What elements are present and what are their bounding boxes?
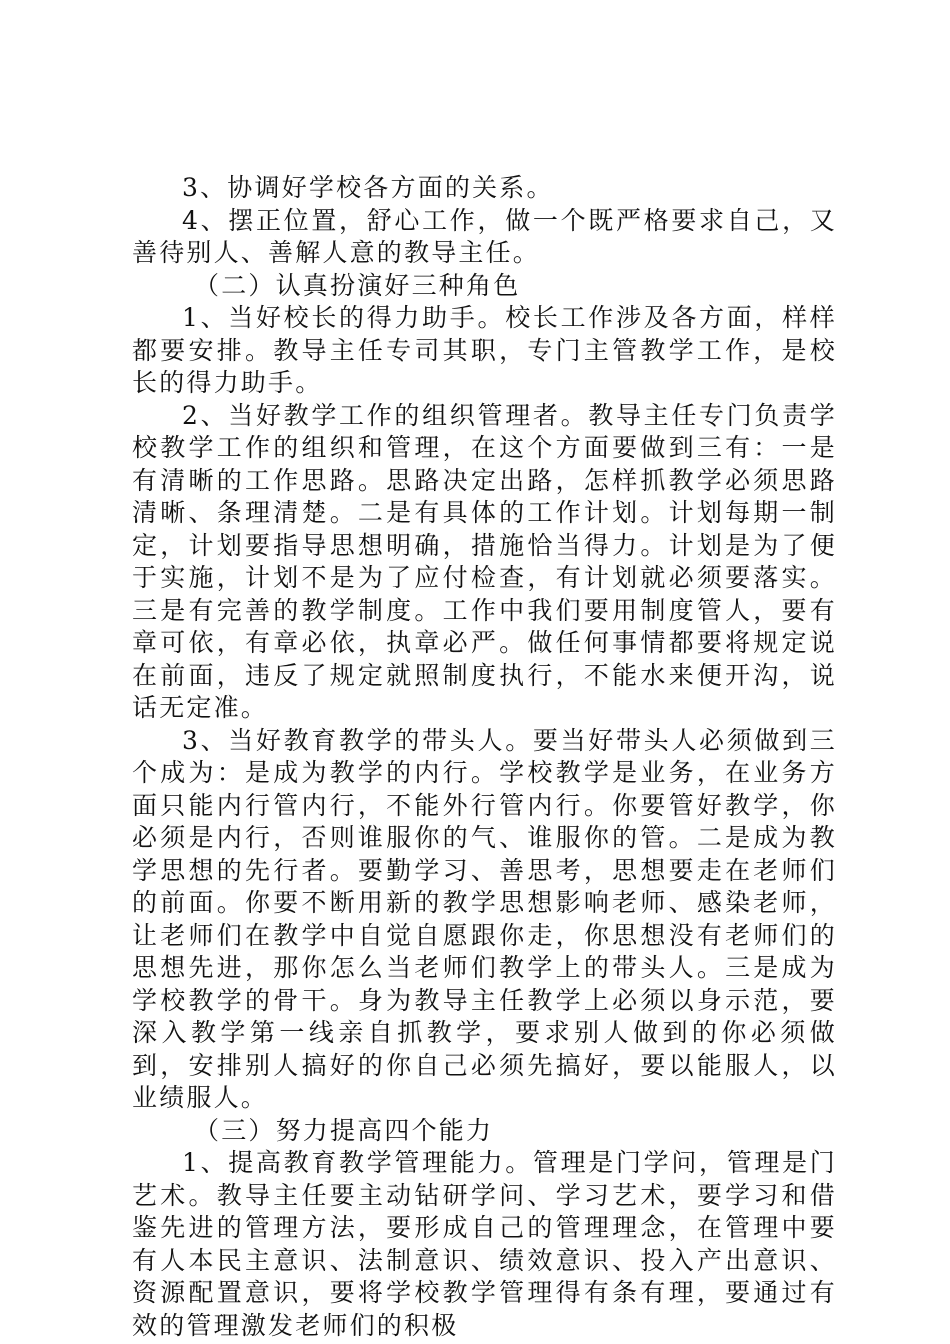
paragraph-item-4: 4、摆正位置，舒心工作，做一个既严格要求自己，又善待别人、善解人意的教导主任。 bbox=[132, 205, 837, 267]
paragraph-ability-1: 1、提高教育教学管理能力。管理是门学问，管理是门艺术。教导主任要主动钻研学问、学习艺术，要学习和借鉴先进的管理方法，要形成自己的管理理念，在管理中要有人本民主意识、法制意识、绩效意识、投入产出意识、资源配置意识，要将学校教学管理得有条有理，要通过有效的管理激发老师们的积极 bbox=[132, 1148, 837, 1340]
paragraph-role-3: 3、当好教育教学的带头人。要当好带头人必须做到三个成为：是成为教学的内行。学校教学是业务，在业务方面只能内行管内行，不能外行管内行。你要管好教学，你必须是内行，否则谁服你的气、谁服你的管。二是成为教学思想的先行者。要勤学习、善思考，思想要走在老师们的前面。你要不断用新的教学思想影响老师、感染老师，让老师们在教学中自觉自愿跟你走，你思想没有老师们的思想先进，那你怎么当老师们教学上的带头人。三是成为学校教学的骨干。身为教导主任教学上必须以身示范，要深入教学第一线亲自抓教学，要求别人做到的你必须做到，安排别人搞好的你自己必须先搞好，要以能服人，以业绩服人。 bbox=[132, 725, 837, 1112]
paragraph-item-3: 3、协调好学校各方面的关系。 bbox=[182, 173, 554, 202]
section-heading-3: （三）努力提高四个能力 bbox=[194, 1115, 494, 1145]
paragraph-role-2: 2、当好教学工作的组织管理者。教导主任专门负责学校教学工作的组织和管理，在这个方面要做到三有：一是有清晰的工作思路。思路决定出路，怎样抓教学必须思路清晰、条理清楚。二是有具体的工作计划。计划每期一制定，计划要指导思想明确，措施恰当得力。计划是为了便于实施，计划不是为了应付检查，有计划就必须要落实。三是有完善的教学制度。工作中我们要用制度管人，要有章可依，有章必依，执章必严。做任何事情都要将规定说在前面，违反了规定就照制度执行，不能水来便开沟，说话无定准。 bbox=[132, 400, 837, 722]
paragraph-role-1: 1、当好校长的得力助手。校长工作涉及各方面，样样都要安排。教导主任专司其职，专门主管教学工作，是校长的得力助手。 bbox=[132, 303, 837, 397]
section-heading-2: （二）认真扮演好三种角色 bbox=[194, 270, 521, 300]
document-body bbox=[132, 172, 837, 1342]
